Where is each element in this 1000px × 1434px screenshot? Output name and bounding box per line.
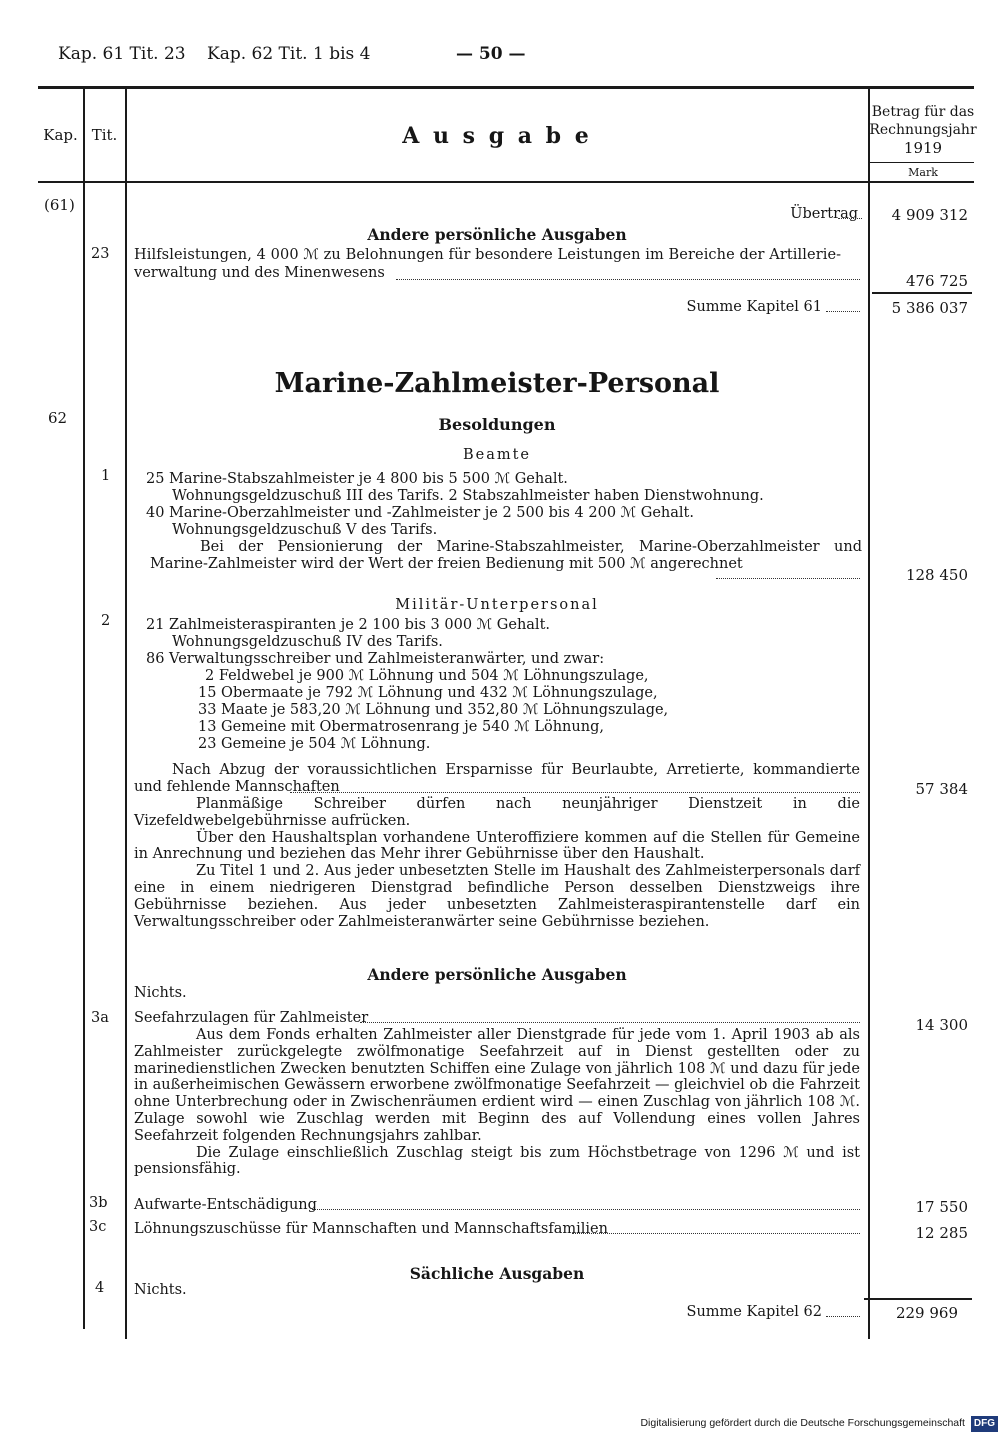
- subheading-beamte: Beamte: [462, 447, 532, 463]
- tit-2-leader: [290, 792, 860, 793]
- tit-2-rank-5: 23 Gemeine je 504 ℳ Löhnung.: [198, 736, 431, 752]
- sum-61-rule: [872, 292, 972, 294]
- summe-kap62-label: Summe Kapitel 62: [686, 1304, 822, 1320]
- tit-3a-note-1: Aus dem Fonds erhalten Zahlmeister aller Dienstgrade für jede vom 1. April 1903 ab als Zahlmeister zurückgelegte zwölfmonatige Seefahrzeit auf in Dienst gestellten oder zu marinedienstlichen Zwecken benutzten Schiffen eine Zulage von jährlich 108 ℳ und dazu für jede in außerheimischen Gewässern erworbene zwölfmonatige Seefahrzeit — gleichviel ob die Fahrzeit ohne Unterbrechung oder in Zwischenräumen erdient wird — einen Zuschlag von jährlich 108 ℳ. Zulage sowohl wie Zuschlag werden mit Beginn des auf Vollendung eines vollen Jahres Seefahrzeit folgenden Rechnungsjahrs zahlbar.: [134, 1027, 860, 1144]
- tit-2-nach-abzug-text: Nach Abzug der voraussichtlichen Ersparnisse für Beurlaubte, Arretierte, kommandierte und fehlende Mannschaften: [134, 762, 860, 795]
- tit-3c-title: Löhnungszuschüsse für Mannschaften und Mannschaftsfamilien: [134, 1221, 608, 1237]
- col-divider-kap: [83, 89, 85, 1329]
- tit-2-notes: [134, 796, 860, 930]
- tit-2-nach-abzug: [134, 762, 860, 796]
- tit-1-pension-note: [150, 539, 862, 573]
- col-divider-tit: [125, 89, 127, 1339]
- uebertrag-label: Übertrag: [790, 206, 858, 222]
- kap-62-label: 62: [48, 409, 68, 427]
- digitization-credit: [640, 1415, 998, 1431]
- tit-3b-amount: 17 550: [915, 1198, 968, 1216]
- tit-1-line3: 40 Marine-Oberzahlmeister und -Zahlmeister je 2 500 bis 4 200 ℳ Gehalt.: [146, 505, 694, 521]
- section-heading-saechliche: Sächliche Ausgaben: [409, 1264, 585, 1283]
- col-header-kap: Kap.: [43, 126, 78, 144]
- page-number: — 50 —: [456, 44, 526, 64]
- tit-2-label: 2: [101, 613, 111, 629]
- nichts-andere: Nichts.: [134, 985, 187, 1001]
- tit-3a-amount: 14 300: [915, 1016, 968, 1034]
- tit-2-rank-1: 2 Feldwebel je 900 ℳ Löhnung und 504 ℳ Löhnungszulage,: [205, 668, 649, 684]
- tit-1-leader: [716, 578, 860, 579]
- col-header-amount-year: 1919: [903, 139, 943, 157]
- tit-1-pension-note-text: Bei der Pensionierung der Marine-Stabszahlmeister, Marine-Oberzahlmeister und Marine-Zahlmeister wird der Wert der freien Bedienung mit 500 ℳ angerechnet: [150, 539, 862, 572]
- tit-3c-leader: [572, 1233, 860, 1234]
- tit-3b-label: 3b: [89, 1195, 108, 1211]
- tit-2-note-2: Über den Haushaltsplan vorhandene Unteroffiziere kommen auf die Stellen für Gemeine in Anrechnung und beziehen das Mehr ihrer Gebührnisse über den Haushalt.: [134, 829, 860, 863]
- tit-1-line4: Wohnungsgeldzuschuß V des Tarifs.: [172, 522, 438, 538]
- tit-23-leader: [396, 279, 860, 280]
- tit-2-rank-4: 13 Gemeine mit Obermatrosenrang je 540 ℳ Löhnung,: [198, 719, 604, 735]
- tit-2-amount: 57 384: [915, 780, 968, 798]
- tit-2-line1: 21 Zahlmeisteraspiranten je 2 100 bis 3 000 ℳ Gehalt.: [146, 617, 551, 633]
- col-header-ausgabe: A u s g a b e: [402, 123, 592, 149]
- tit-3a-notes: [134, 1027, 860, 1178]
- chapter-title-marine-zahlmeister: Marine-Zahlmeister-Personal: [274, 368, 720, 399]
- tit-2-note-1: Planmäßige Schreiber dürfen nach neunjähriger Dienstzeit in die Vizefeldwebelgebührnisse aufrücken.: [134, 796, 860, 829]
- tit-1-line2: Wohnungsgeldzuschuß III des Tarifs. 2 Stabszahlmeister haben Dienstwohnung.: [172, 488, 764, 504]
- summe-61-leader: [826, 311, 860, 312]
- tit-23-line2: verwaltung und des Minenwesens: [134, 265, 385, 281]
- tit-4-label: 4: [95, 1280, 105, 1296]
- digitization-credit-text: Digitalisierung gefördert durch die Deutsche Forschungsgemeinschaft: [640, 1417, 965, 1429]
- tit-1-label: 1: [101, 468, 111, 484]
- heading-besoldungen: Besoldungen: [438, 415, 556, 434]
- uebertrag-amount: 4 909 312: [891, 206, 968, 224]
- dfg-logo-icon: DFG: [971, 1416, 998, 1432]
- summe-kap62-amount: 229 969: [895, 1304, 958, 1322]
- tit-3b-title: Aufwarte-Entschädigung: [134, 1197, 317, 1213]
- tit-3a-leader: [360, 1022, 860, 1023]
- running-head-left: Kap. 61 Tit. 23: [58, 44, 186, 64]
- tit-3b-leader: [312, 1209, 860, 1210]
- col-header-amount-line2: Rechnungsjahr: [869, 122, 977, 138]
- tit-2-rank-3: 33 Maate je 583,20 ℳ Löhnung und 352,80 ℳ Löhnungszulage,: [198, 702, 669, 718]
- tit-2-rank-2: 15 Obermaate je 792 ℳ Löhnung und 432 ℳ Löhnungszulage,: [198, 685, 658, 701]
- section-heading-andere-62: Andere persönliche Ausgaben: [367, 965, 627, 984]
- running-head-middle: Kap. 62 Tit. 1 bis 4: [207, 44, 371, 64]
- tit-1-line1: 25 Marine-Stabszahlmeister je 4 800 bis 5 500 ℳ Gehalt.: [146, 471, 568, 487]
- nichts-saechliche: Nichts.: [134, 1282, 187, 1298]
- summe-62-leader: [826, 1316, 860, 1317]
- uebertrag-leader: [838, 218, 862, 219]
- section-heading-andere-61: Andere persönliche Ausgaben: [367, 225, 627, 244]
- top-rule: [38, 86, 974, 89]
- tit-3c-amount: 12 285: [915, 1224, 968, 1242]
- summe-kap61-label: Summe Kapitel 61: [686, 299, 822, 315]
- kap-61-label: (61): [44, 196, 75, 214]
- tit-23-line1: Hilfsleistungen, 4 000 ℳ zu Belohnungen für besondere Leistungen im Bereiche der Artillerie-: [134, 247, 842, 263]
- tit-3a-label: 3a: [91, 1010, 109, 1026]
- sum-62-rule: [864, 1298, 972, 1300]
- amount-header-rule: [869, 162, 974, 163]
- tit-2-note-3: Zu Titel 1 und 2. Aus jeder unbesetzten Stelle im Haushalt des Zahlmeisterpersonals darf eine in einem niedrigeren Dienstgrad befindliche Person desselben Dienstzweigs ihre Gebührnisse beziehen. Aus jeder unbesetzten Zahlmeisteraspirantenstelle darf ein Verwaltungsschreiber oder Zahlmeisteranwärter seine Gebührnisse beziehen.: [134, 863, 860, 930]
- tit-3a-note-2: Die Zulage einschließlich Zuschlag steigt bis zum Höchstbetrage von 1296 ℳ und ist pensionsfähig.: [134, 1144, 860, 1178]
- subheading-militaer-unterpersonal: Militär-Unterpersonal: [395, 597, 599, 613]
- tit-3a-title: Seefahrzulagen für Zahlmeister: [134, 1010, 369, 1026]
- col-header-tit: Tit.: [91, 126, 118, 144]
- tit-3c-label: 3c: [89, 1219, 107, 1235]
- tit-2-line3: 86 Verwaltungsschreiber und Zahlmeisteranwärter, und zwar:: [146, 651, 605, 667]
- tit-1-amount: 128 450: [905, 566, 968, 584]
- header-rule: [38, 181, 974, 183]
- col-header-amount-unit: Mark: [908, 166, 938, 179]
- summe-kap61-amount: 5 386 037: [891, 299, 968, 317]
- tit-2-line2: Wohnungsgeldzuschuß IV des Tarifs.: [172, 634, 443, 650]
- col-header-amount-line1: Betrag für das: [871, 104, 975, 120]
- tit-23-amount: 476 725: [905, 272, 968, 290]
- tit-23-label: 23: [91, 246, 110, 262]
